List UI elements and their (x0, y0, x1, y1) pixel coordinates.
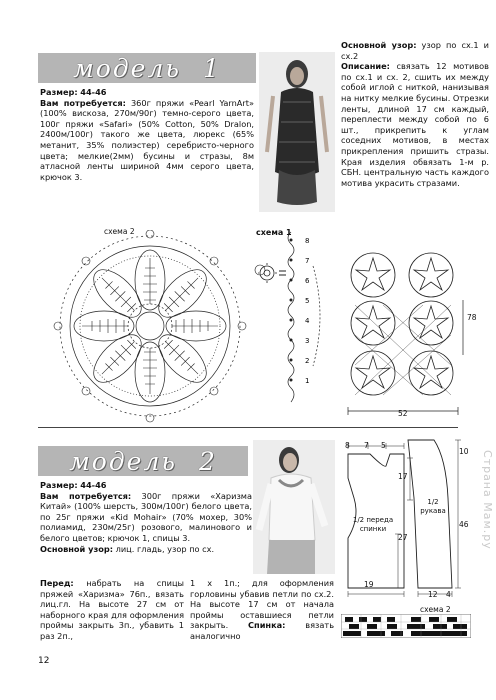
schema1-row-5: 5 (305, 297, 310, 305)
dim-52: 52 (398, 409, 408, 418)
motif-schema2-diagram (34, 230, 266, 425)
schema2-label: схема 2 (420, 605, 451, 614)
model2-materials (40, 480, 252, 554)
back-text: вязать аналогично (190, 620, 335, 641)
watermark: Страна Мам.ру (481, 450, 494, 550)
schema1-row-7: 7 (305, 257, 310, 265)
description-text: связать 12 мотивов по сх.1 и сх. 2, сшить их между собой иглой с ниткой, нанизывая на нитку мелкие бусины. Отрезки ленты, длиной 17 см каждый, переплести между собой по 6 шт., прикрепить к углам соседних мотивов, в местах прикрепления пришить стразы. Края изделия обвязать 1-м р. СБН. центральную часть каждого мотива украсить стразами. (341, 61, 490, 188)
schema1-row-3: 3 (305, 337, 310, 345)
dim-12: 12 (428, 590, 438, 599)
dim-8: 8 (345, 441, 350, 450)
materials-text: 360г пряжи «Pearl YarnArt» (100% вискоза, 270м/90г) темно-серого цвета, 100г пряжи «Safari» (50% Cotton, 50% Dralon, 2400м/100г) такого же цвета, люрекс (65% метанит, 35% полиэстер) серебристо-черного цвета; мелкие(2мм) бусины и стразы, 8м атласной ленты шириной 4мм серого цвета, крючок 3. (40, 97, 254, 182)
main-pattern-label: Основной узор: (341, 40, 417, 50)
model2-neckline-instructions (190, 578, 334, 642)
model2-front-instructions (40, 578, 184, 642)
dim-4: 4 (446, 590, 451, 599)
dim-27: 27 (398, 533, 408, 542)
schema1-row-2: 2 (305, 357, 310, 365)
model2-banner (38, 446, 248, 476)
banner-word: модель (73, 53, 182, 83)
garment-layout-diagram (333, 235, 473, 423)
schema1-row-1: 1 (305, 377, 310, 385)
main-pattern-text: лиц. гладь, узор по сх. (115, 543, 215, 554)
schema1-row-4: 4 (305, 317, 310, 325)
dim-5: 5 (381, 441, 386, 450)
size-value: 44-46 (80, 480, 107, 490)
description-label: Описание: (341, 61, 390, 72)
materials-label: Вам потребуется: (40, 97, 126, 108)
section-divider (38, 427, 458, 428)
dim-10: 10 (459, 447, 469, 456)
model1-banner (38, 53, 256, 83)
front-back-label: 1/2 переда спинки (352, 516, 394, 533)
schema1-chain-diagram (283, 226, 339, 416)
schema2-label: схема 2 (104, 227, 135, 236)
main-pattern-label: Основной узор: (40, 543, 113, 554)
materials-text: 300г пряжи «Харизма Китай» (100% шерсть, 300м/100г) белого цвета, по 25г пряжи «Kid Mohair» (70% мохер, 30% полиамид, 230м/25г) розового, малинового и белого цветов; крючок 1, спицы 3. (40, 490, 252, 543)
sleeve-label: 1/2 рукава (420, 498, 446, 515)
dim-19: 19 (364, 580, 374, 589)
model2-photo (253, 440, 335, 574)
neckline-text: 1 х 1п.; для оформления горловины убавив петли по сх.2. На высоте 17 см от начала проймы оставшиеся петли закрыть. (190, 578, 334, 631)
size-value: 44-46 (80, 87, 107, 97)
dim-7: 7 (364, 441, 369, 450)
model1-description-block (341, 40, 489, 188)
front-label: Перед: (40, 578, 74, 588)
front-text: набрать на спицы пряжей «Харизма» 76п., вязать лиц.гл. На высоте 27 см от наборного края для оформления проймы закрыть 3п., убавить 1 раз 2п., (40, 578, 184, 641)
banner-word: модель (69, 446, 178, 476)
back-label: Спинка: (248, 620, 286, 631)
page-number: 12 (38, 656, 50, 666)
dim-17: 17 (398, 472, 408, 481)
model1-photo (259, 52, 335, 212)
dim-46: 46 (459, 520, 469, 529)
size-label: Размер: (40, 480, 78, 490)
banner-number: 2 (199, 446, 217, 476)
size-label: Размер: (40, 87, 78, 97)
schema1-row-6: 6 (305, 277, 310, 285)
materials-label: Вам потребуется: (40, 490, 132, 501)
main-pattern-text: узор по сх.1 и сх.2 (341, 40, 489, 61)
banner-number: 1 (203, 53, 221, 83)
knitting-chart-schema2 (341, 614, 471, 638)
model1-materials (40, 87, 254, 182)
schema1-label: схема 1 (256, 228, 292, 237)
dim-78: 78 (467, 313, 477, 322)
schema1-row-8: 8 (305, 237, 310, 245)
